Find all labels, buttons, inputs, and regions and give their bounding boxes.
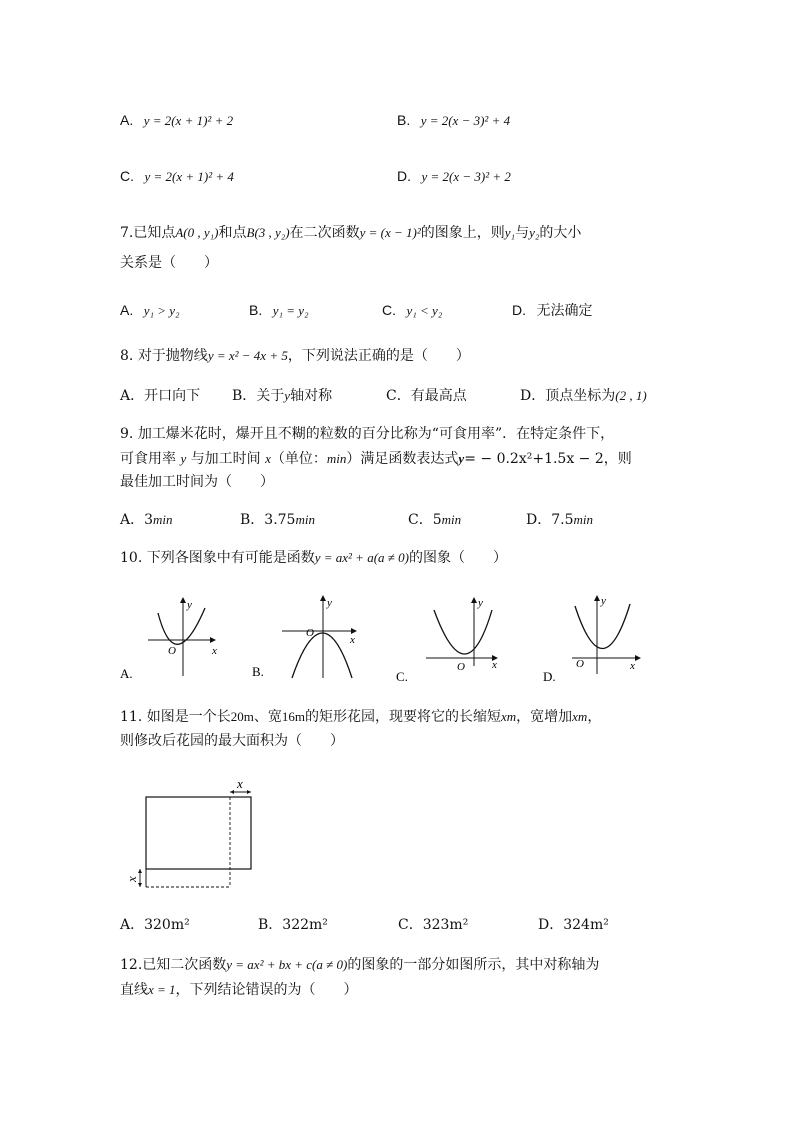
option-label: A. <box>120 112 134 128</box>
q9-option-a[interactable] <box>120 510 173 530</box>
function-expr: y = (x − 1)² <box>359 225 421 240</box>
axis-label-x: x <box>350 634 355 646</box>
q7-stem-line2: 关系是（ ） <box>120 255 218 271</box>
stem-text: ，下列说法正确的是（ ） <box>287 348 470 364</box>
dim-x-left: x <box>124 876 139 882</box>
option-expr: y₁ < y₂ <box>406 303 443 318</box>
q8-stem <box>120 346 470 366</box>
origin-label: O <box>168 645 176 657</box>
q6-option-d[interactable] <box>397 166 511 187</box>
stem-text: （单位： <box>270 451 327 467</box>
var-y: y <box>458 451 465 466</box>
q8-option-d[interactable] <box>520 386 647 406</box>
option-label: D. <box>512 302 526 318</box>
stem-text: 的大小 <box>539 225 582 241</box>
point-b: B(3 , y₂) <box>246 225 290 240</box>
graph-d[interactable] <box>543 595 640 684</box>
option-expr: y₁ > y₂ <box>143 303 180 318</box>
option-text: D．顶点坐标为 <box>520 388 616 404</box>
stem-text: = − 0.2x²+1.5x − 2，则 <box>464 451 632 467</box>
q10-stem <box>120 548 507 568</box>
stem-text: 、宽 <box>253 709 282 725</box>
vertex-coords: (2 , 1) <box>615 388 647 403</box>
q12-stem-line1 <box>120 955 599 975</box>
q11-option-a[interactable]: A．320m² <box>120 917 190 933</box>
stem-text: ）满足函数表达式 <box>346 451 459 467</box>
question-number: 11. <box>120 709 143 725</box>
option-expr: 无法确定 <box>536 303 593 319</box>
var-xm: xm <box>572 709 588 724</box>
q11-option-b[interactable]: B．322m² <box>258 917 328 933</box>
q9-stem-line3: 最佳加工时间为（ ） <box>120 474 274 490</box>
option-label: C. <box>120 168 134 184</box>
axis-label-y: y <box>327 597 332 609</box>
axis-label-x: x <box>630 660 635 672</box>
axis-label-y: y <box>478 597 483 609</box>
graph-label: A. <box>120 666 133 681</box>
q7-option-b[interactable] <box>249 300 309 321</box>
var-xm: xm <box>500 709 517 724</box>
option-unit: min <box>153 512 173 527</box>
q9-option-b[interactable] <box>240 510 315 530</box>
q6-option-a[interactable] <box>120 110 233 131</box>
origin-label: O <box>457 661 465 673</box>
var-y: y <box>284 388 291 403</box>
q8-option-c[interactable]: C．有最高点 <box>386 388 467 404</box>
q11-option-c[interactable]: C．323m² <box>398 917 469 933</box>
dim-x-top: x <box>237 776 243 791</box>
width-value: 16m <box>281 709 305 724</box>
option-label: D. <box>397 168 411 184</box>
stem-text: 已知二次函数 <box>142 957 227 973</box>
question-number: 9. <box>120 426 134 442</box>
graph-b[interactable] <box>252 596 356 679</box>
stem-text: ，宽增加 <box>516 709 573 725</box>
unit-min: min <box>326 451 347 466</box>
stem-text: 与 <box>515 225 530 241</box>
option-text: D．7.5 <box>526 512 574 528</box>
q7-stem-line1 <box>120 223 581 243</box>
option-text: B．3.75 <box>240 512 296 528</box>
axis-label-y: y <box>601 595 606 607</box>
stem-text: ，下列结论错误的为（ ） <box>175 982 358 998</box>
q11-rectangle-figure <box>110 772 310 892</box>
option-unit: min <box>573 512 593 527</box>
function-expr: y = ax² + a(a ≠ 0) <box>314 550 409 565</box>
option-expr: y = 2(x − 3)² + 2 <box>421 169 511 184</box>
var-y: y <box>180 451 187 466</box>
question-number: 8. <box>120 348 134 364</box>
question-number: 10. <box>120 550 143 566</box>
q9-stem-line1 <box>120 424 614 444</box>
var-x: x <box>265 451 271 466</box>
q12-stem-line2 <box>120 980 358 1000</box>
question-number: 7. <box>120 225 134 241</box>
q9-option-c[interactable] <box>408 510 461 530</box>
graph-label: C. <box>396 669 408 684</box>
option-expr: y = 2(x − 3)² + 4 <box>420 113 511 128</box>
q8-option-b[interactable] <box>232 386 332 406</box>
function-expr: y = x² − 4x + 5 <box>207 348 288 363</box>
stem-text: 加工爆米花时，爆开且不糊的粒数的百分比称为“可食用率”．在特定条件下， <box>137 426 615 442</box>
q11-stem-line1 <box>120 707 601 727</box>
graph-a[interactable] <box>120 598 217 681</box>
stem-text: 与加工时间 <box>190 451 261 467</box>
stem-text: 和点 <box>218 225 247 241</box>
option-label: B. <box>397 112 411 128</box>
option-text: B．关于 <box>232 388 285 404</box>
axis-label-x: x <box>492 659 497 671</box>
parabola <box>158 608 205 644</box>
stem-text: 可食用率 <box>120 451 176 467</box>
stem-text: 如图是一个长 <box>146 709 231 725</box>
option-text: C．5 <box>408 512 442 528</box>
garden-rect <box>146 797 251 869</box>
graph-label: B. <box>252 664 264 679</box>
option-expr: y = 2(x + 1)² + 2 <box>143 113 234 128</box>
parabola <box>575 604 630 649</box>
q8-option-a[interactable]: A．开口向下 <box>120 388 201 404</box>
var-y2: y₂ <box>529 225 540 240</box>
q9-stem-line2 <box>120 449 632 469</box>
q10-graphs <box>0 588 794 708</box>
q9-option-d[interactable] <box>526 510 593 530</box>
stem-text: 的图象（ ） <box>409 550 507 566</box>
stem-text: ， <box>587 709 602 725</box>
q7-option-c[interactable] <box>382 300 442 321</box>
question-number: 12. <box>120 957 143 973</box>
q6-option-c[interactable] <box>120 166 234 187</box>
option-unit: min <box>441 512 462 527</box>
point-a: A(0 , y₁) <box>175 225 219 240</box>
option-expr: y = 2(x + 1)² + 4 <box>144 169 234 184</box>
origin-label: O <box>306 627 314 639</box>
stem-text: 的图象的一部分如图所示，其中对称轴为 <box>347 957 600 973</box>
option-text: A．3 <box>120 512 154 528</box>
parabola <box>292 633 352 678</box>
graph-c[interactable] <box>396 597 497 684</box>
option-text: 轴对称 <box>290 388 333 404</box>
function-expr: y = ax² + bx + c(a ≠ 0) <box>226 957 348 972</box>
option-unit: min <box>295 512 315 527</box>
option-label: B. <box>249 302 263 318</box>
axis-of-symmetry: x = 1 <box>148 982 176 997</box>
graph-label: D. <box>543 669 556 684</box>
q6-option-b[interactable] <box>397 110 510 131</box>
stem-text: 对于抛物线 <box>137 348 208 364</box>
stem-text: 已知点 <box>133 225 176 241</box>
stem-text: 的矩形花园，现要将它的长缩短 <box>304 709 501 725</box>
origin-label: O <box>576 658 584 670</box>
axis-label-x: x <box>212 645 217 657</box>
option-label: C. <box>382 302 396 318</box>
length-value: 20m <box>230 709 254 724</box>
axis-label-y: y <box>187 599 192 611</box>
q7-option-d[interactable] <box>512 300 592 321</box>
stem-text: 直线 <box>120 982 148 998</box>
stem-text: 下列各图象中有可能是函数 <box>146 550 315 566</box>
q11-stem-line2: 则修改后花园的最大面积为（ ） <box>120 733 344 749</box>
option-expr: y₁ = y₂ <box>272 303 309 318</box>
option-label: A. <box>120 302 134 318</box>
q7-option-a[interactable] <box>120 300 180 321</box>
stem-text: 在二次函数 <box>289 225 360 241</box>
var-y1: y₁ <box>504 225 516 240</box>
stem-text: 的图象上，则 <box>420 225 505 241</box>
q11-option-d[interactable]: D．324m² <box>538 917 609 933</box>
parabola <box>434 610 492 654</box>
